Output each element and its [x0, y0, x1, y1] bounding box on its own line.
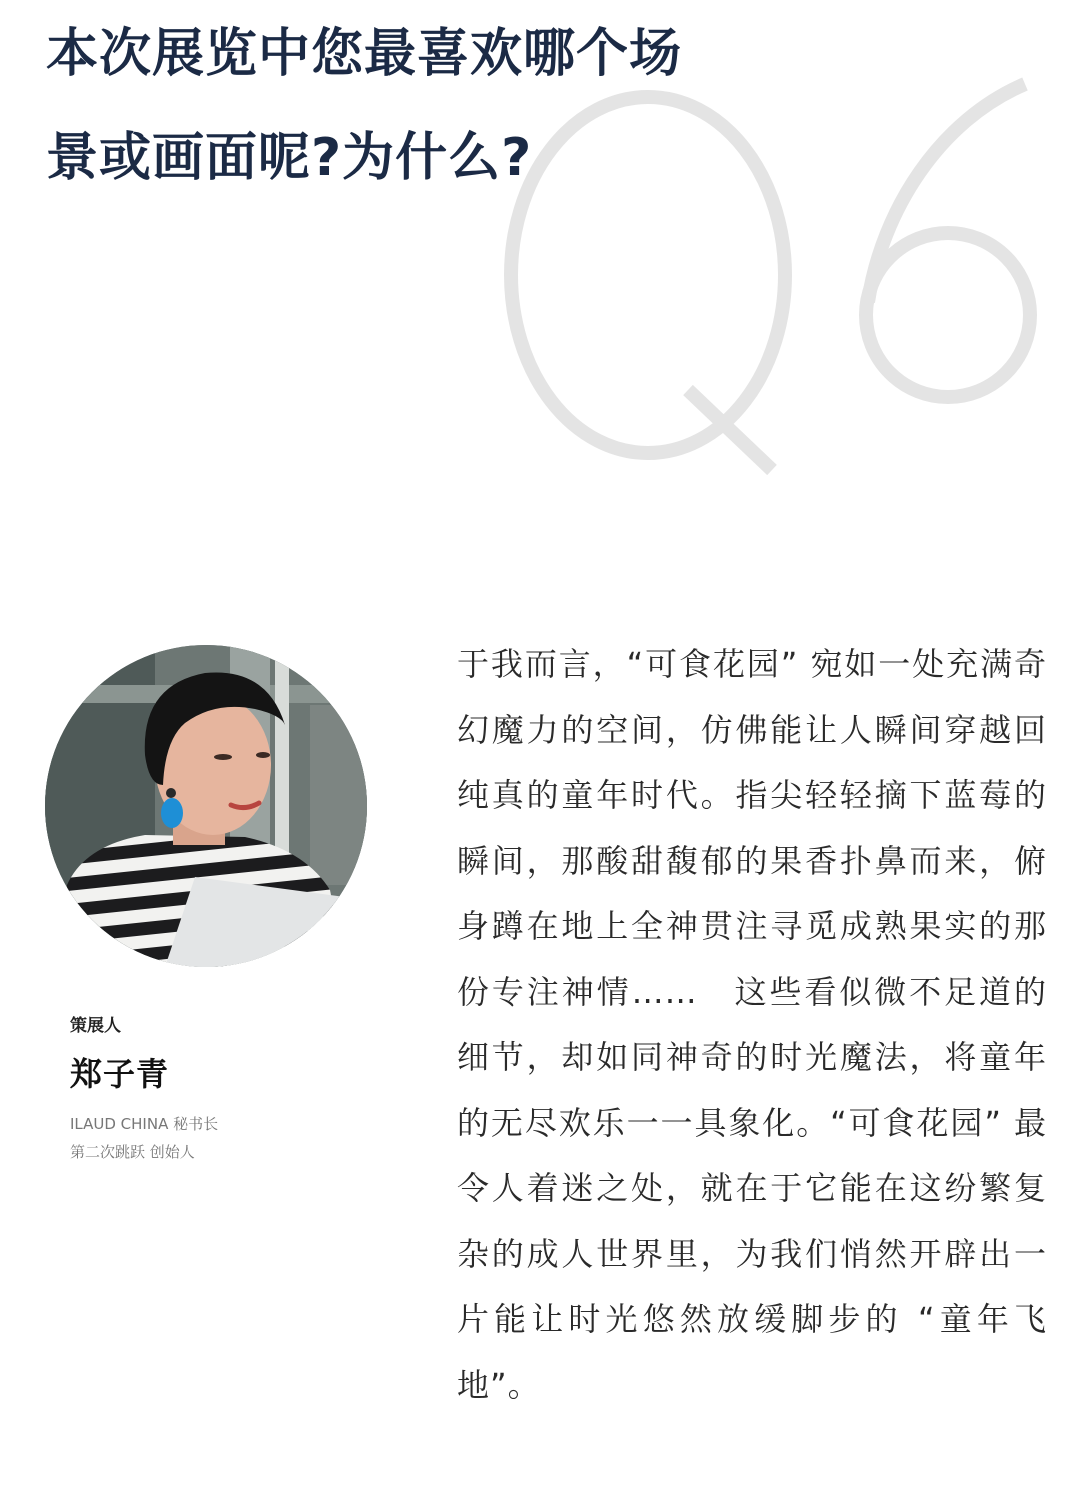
answer-paragraph: 于我而言，“可食花园” 宛如一处充满奇幻魔力的空间，仿佛能让人瞬间穿越回纯真的童年时代。指尖轻轻摘下蓝莓的瞬间，那酸甜馥郁的果香扑鼻而来，俯身蹲在地上全神贯注寻觅成熟果实的那份专注神情…… 这些看似微不足道的细节，却如同神奇的时光魔法，将童年的无尽欢乐一一具象化。“可食花园” 最令人着迷之处，就在于它能在这纷繁复杂的成人世界里，为我们悄然开辟出一片能让时光悠然放缓脚步的 “童年飞地”。: [457, 645, 1047, 1404]
speaker-title-1: ILAUD CHINA 秘书长: [70, 1115, 219, 1133]
speaker-role: 策展人: [70, 1016, 121, 1036]
speaker-title-2: 第二次跳跃 创始人: [70, 1143, 195, 1161]
portrait-photo: [45, 645, 367, 967]
question-title: [46, 2, 846, 210]
question-title-line-2: 景或画面呢?为什么?: [46, 128, 533, 188]
question-title-line-1: 本次展览中您最喜欢哪个场: [46, 24, 683, 84]
speaker-info: [70, 1012, 390, 1166]
speaker-name: 郑子青: [70, 1055, 170, 1093]
